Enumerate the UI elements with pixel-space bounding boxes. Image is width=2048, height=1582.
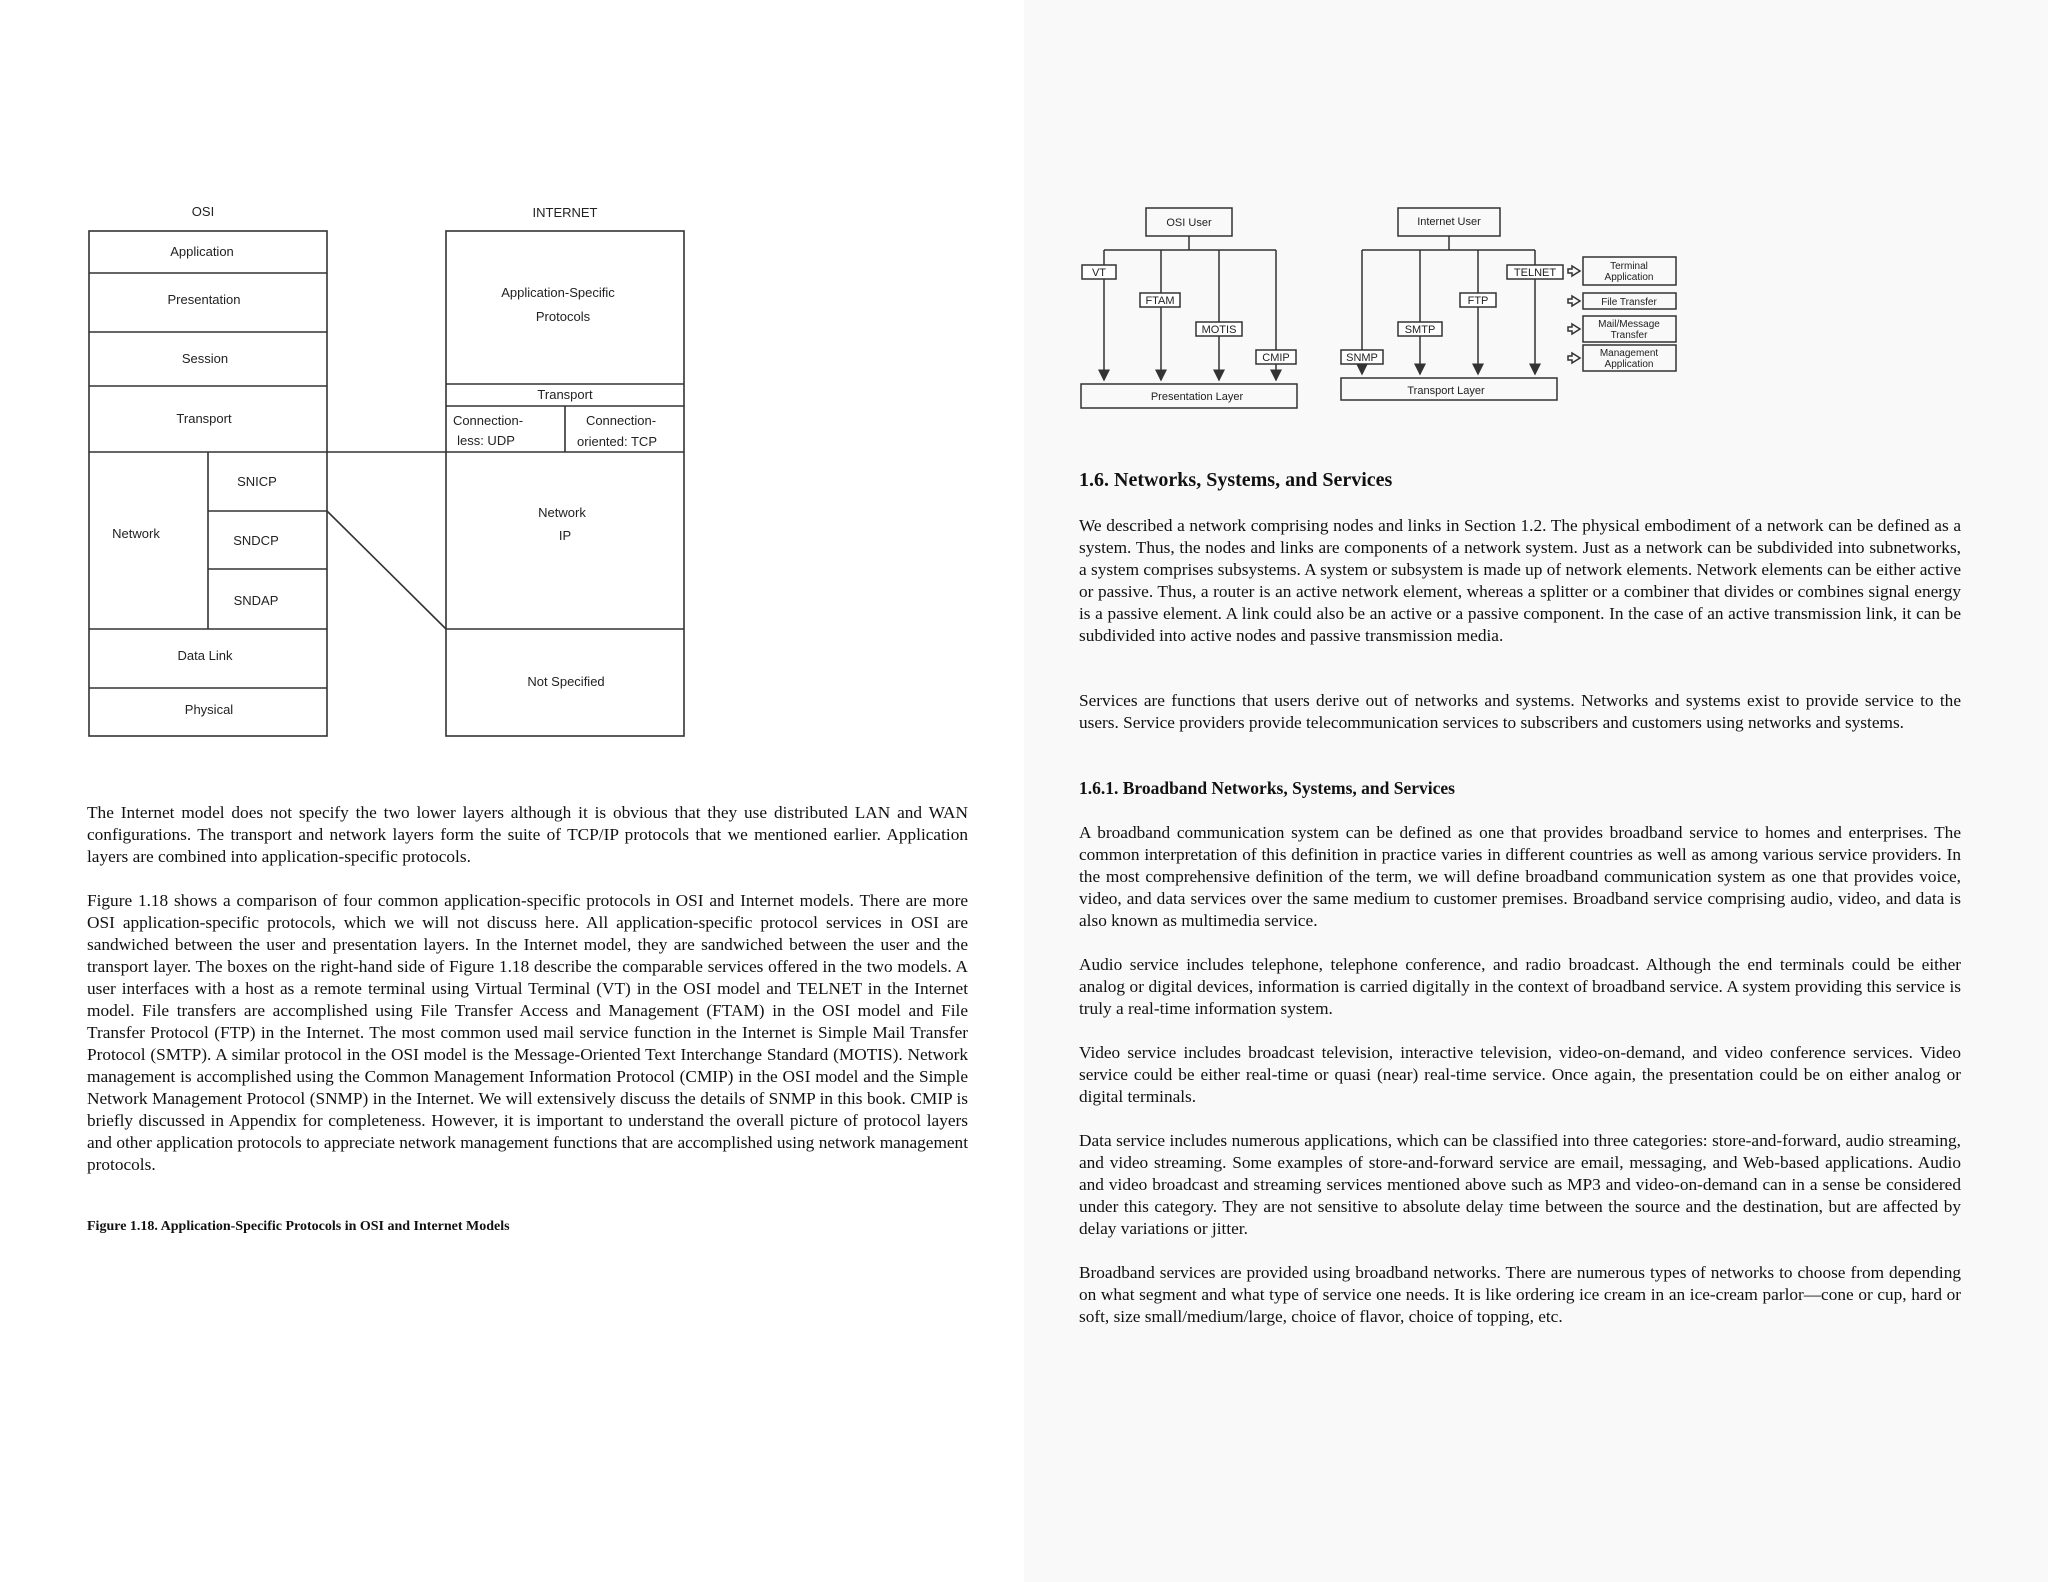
right-paragraph-3: A broadband communication system can be defined as one that provides broadband service to homes and enterprises. The common interpretation of this definition in practice varies in different countries as well as among various service providers. In the most comprehensive definition of the term, we will define broadband communication system as one that provides voice, video, and data services over the same medium to customer premises. Broadband service comprising audio, video, and data is also known as multimedia service. bbox=[1079, 823, 1961, 930]
right-paragraph-6: Data service includes numerous applications, which can be classified into three categories: store-and-forward, audio streaming, and video streaming. Some examples of store-and-forward service are email, messaging, and Web-based applications. Audio and video broadcast and streaming services mentioned above such as MP3 and video-on-demand can in a sense be considered under this category. They are not sensitive to absolute delay time between the source and the destination, but are affected by delay variations or jitter. bbox=[1079, 1131, 1961, 1238]
tcp-label-line2: oriented: TCP bbox=[577, 434, 657, 449]
motis-label: MOTIS bbox=[1201, 324, 1237, 336]
udp-label-line1: Connection- bbox=[452, 413, 524, 428]
subsection-heading: 1.6.1. Broadband Networks, Systems, and Services bbox=[1079, 778, 1455, 798]
internet-stack-box bbox=[446, 231, 684, 736]
right-paragraph-4: Audio service includes telephone, telephone conference, and radio broadcast. Although the end terminals could be either analog or digital devices, information is carried digitally in the context of broadband service. A system providing this service is truly a real-time information system. bbox=[1079, 955, 1961, 1018]
connector-diagonal bbox=[327, 511, 446, 629]
figure-caption: Figure 1.18. Application-Specific Protocols in OSI and Internet Models bbox=[87, 1219, 510, 1234]
tcp-label-line1: Connection- bbox=[585, 413, 657, 428]
ftp-label: FTP bbox=[1467, 295, 1489, 307]
osi-session-label: Session bbox=[181, 351, 229, 366]
cmip-label: CMIP bbox=[1262, 352, 1290, 364]
osi-snicp-label: SNICP bbox=[237, 474, 277, 489]
legend-arrow-icon bbox=[1568, 296, 1580, 306]
not-specified-label: Not Specified bbox=[527, 674, 605, 689]
legend-arrow-icon bbox=[1568, 353, 1580, 363]
osi-user-label: OSI User bbox=[1166, 217, 1212, 229]
legend-terminal-line1: Terminal bbox=[1610, 261, 1648, 272]
left-paragraph-2: Figure 1.18 shows a comparison of four common application-specific protocols in OSI and Internet models. There are more OSI application-specific protocols, which we will not discuss here. All application-specific protocol services in OSI are sandwiched between the user and presentation layers. In the Internet model, they are sandwiched between the user and the transport layer. The boxes on the right-hand side of Figure 1.18 describe the comparable services offered in the two models. A user interfaces with a host as a remote terminal using Virtual Terminal (VT) in the OSI model and TELNET in the Internet model. File transfers are accomplished using File Transfer Access and Management (FTAM) in the OSI model and File Transfer Protocol (FTP) in the Internet. The most common used mail service function in the Internet is Simple Mail Transfer Protocol (SMTP). A similar protocol in the OSI model is the Message-Oriented Text Interchange Standard (MOTIS). Network management is accomplished using the Common Management Information Protocol (CMIP) in the OSI model and the Simple Network Management Protocol (SNMP) in the Internet. We will extensively discuss the details of SNMP in this book. CMIP is briefly discussed in Appendix for completeness. However, it is important to understand the overall picture of protocol layers and other application protocols to appreciate network management functions that are accomplished using network management protocols. bbox=[87, 891, 968, 1174]
legend-file-transfer: File Transfer bbox=[1601, 297, 1657, 308]
right-paragraph-7: Broadband services are provided using broadband networks. There are numerous types of networks to choose from depending on what segment and what type of service one needs. It is like ordering ice cream in an ice-cream parlor—cone or cup, hard or soft, size small/medium/large, choice of flavor, choice of topping, etc. bbox=[1079, 1263, 1961, 1326]
internet-ip-label: IP bbox=[558, 528, 572, 543]
internet-protocols-label: Protocols bbox=[535, 309, 591, 324]
vt-label: VT bbox=[1091, 267, 1107, 279]
right-paragraph-5: Video service includes broadcast television, interactive television, video-on-demand, and video conference services. Video service could be either real-time or quasi (near) real-time service. Once again, the presentation could be on either analog or digital terminals. bbox=[1079, 1043, 1961, 1106]
internet-column-title: INTERNET bbox=[532, 205, 598, 220]
osi-network-label: Network bbox=[112, 526, 160, 541]
osi-physical-label: Physical bbox=[184, 702, 234, 717]
osi-column-title: OSI bbox=[191, 204, 215, 219]
internet-app-specific-label: Application-Specific bbox=[501, 285, 615, 300]
right-paragraph-1: We described a network comprising nodes and links in Section 1.2. The physical embodiment of a network can be defined as a system. Thus, the nodes and links are components of a network system. Just as a network can be subdivided into subnetworks, a system comprises subsystems. A system or subsystem is made up of network elements. Network elements can be either active or passive. Thus, a router is an active network element, whereas a splitter or a combiner that divides or combines signal energy is a passive element. A link could also be an active or a passive component. In the case of an active transmission link, it can be subdivided into active nodes and passive transmission media. bbox=[1079, 516, 1961, 645]
legend-mail-line2: Transfer bbox=[1610, 330, 1648, 341]
internet-user-label: Internet User bbox=[1417, 216, 1481, 228]
legend-management-line2: Application bbox=[1604, 359, 1654, 370]
legend-mail-line1: Mail/Message bbox=[1598, 319, 1660, 330]
smtp-label: SMTP bbox=[1404, 324, 1436, 336]
osi-transport-label: Transport bbox=[176, 411, 232, 426]
internet-network-label: Network bbox=[538, 505, 586, 520]
osi-internet-layer-diagram bbox=[0, 0, 1024, 760]
presentation-layer-label: Presentation Layer bbox=[1150, 391, 1244, 403]
application-protocol-diagram bbox=[1024, 180, 2048, 420]
osi-application-label: Application bbox=[170, 244, 234, 259]
osi-data-link-label: Data Link bbox=[177, 648, 233, 663]
section-heading: 1.6. Networks, Systems, and Services bbox=[1079, 469, 1393, 491]
snmp-label: SNMP bbox=[1346, 352, 1378, 364]
telnet-label: TELNET bbox=[1513, 267, 1557, 279]
left-paragraph-1: The Internet model does not specify the two lower layers although it is obvious that they use distributed LAN and WAN configurations. The transport and network layers form the suite of TCP/IP protocols that we mentioned earlier. Application layers are combined into application-specific protocols. bbox=[87, 803, 968, 866]
right-paragraph-2: Services are functions that users derive out of networks and systems. Networks and systems exist to provide service to the users. Service providers provide telecommunication services to subscribers and customers using networks and systems. bbox=[1079, 691, 1961, 732]
internet-transport-label: Transport bbox=[537, 387, 593, 402]
legend-arrow-icon bbox=[1568, 266, 1580, 276]
udp-label-line2: less: UDP bbox=[457, 433, 515, 448]
osi-sndcp-label: SNDCP bbox=[233, 533, 279, 548]
legend-terminal-line2: Application bbox=[1604, 272, 1654, 283]
ftam-label: FTAM bbox=[1145, 295, 1175, 307]
transport-layer-label: Transport Layer bbox=[1407, 385, 1485, 397]
osi-presentation-label: Presentation bbox=[167, 292, 241, 307]
legend-management-line1: Management bbox=[1599, 348, 1659, 359]
osi-sndap-label: SNDAP bbox=[233, 593, 279, 608]
legend-arrow-icon bbox=[1568, 324, 1580, 334]
